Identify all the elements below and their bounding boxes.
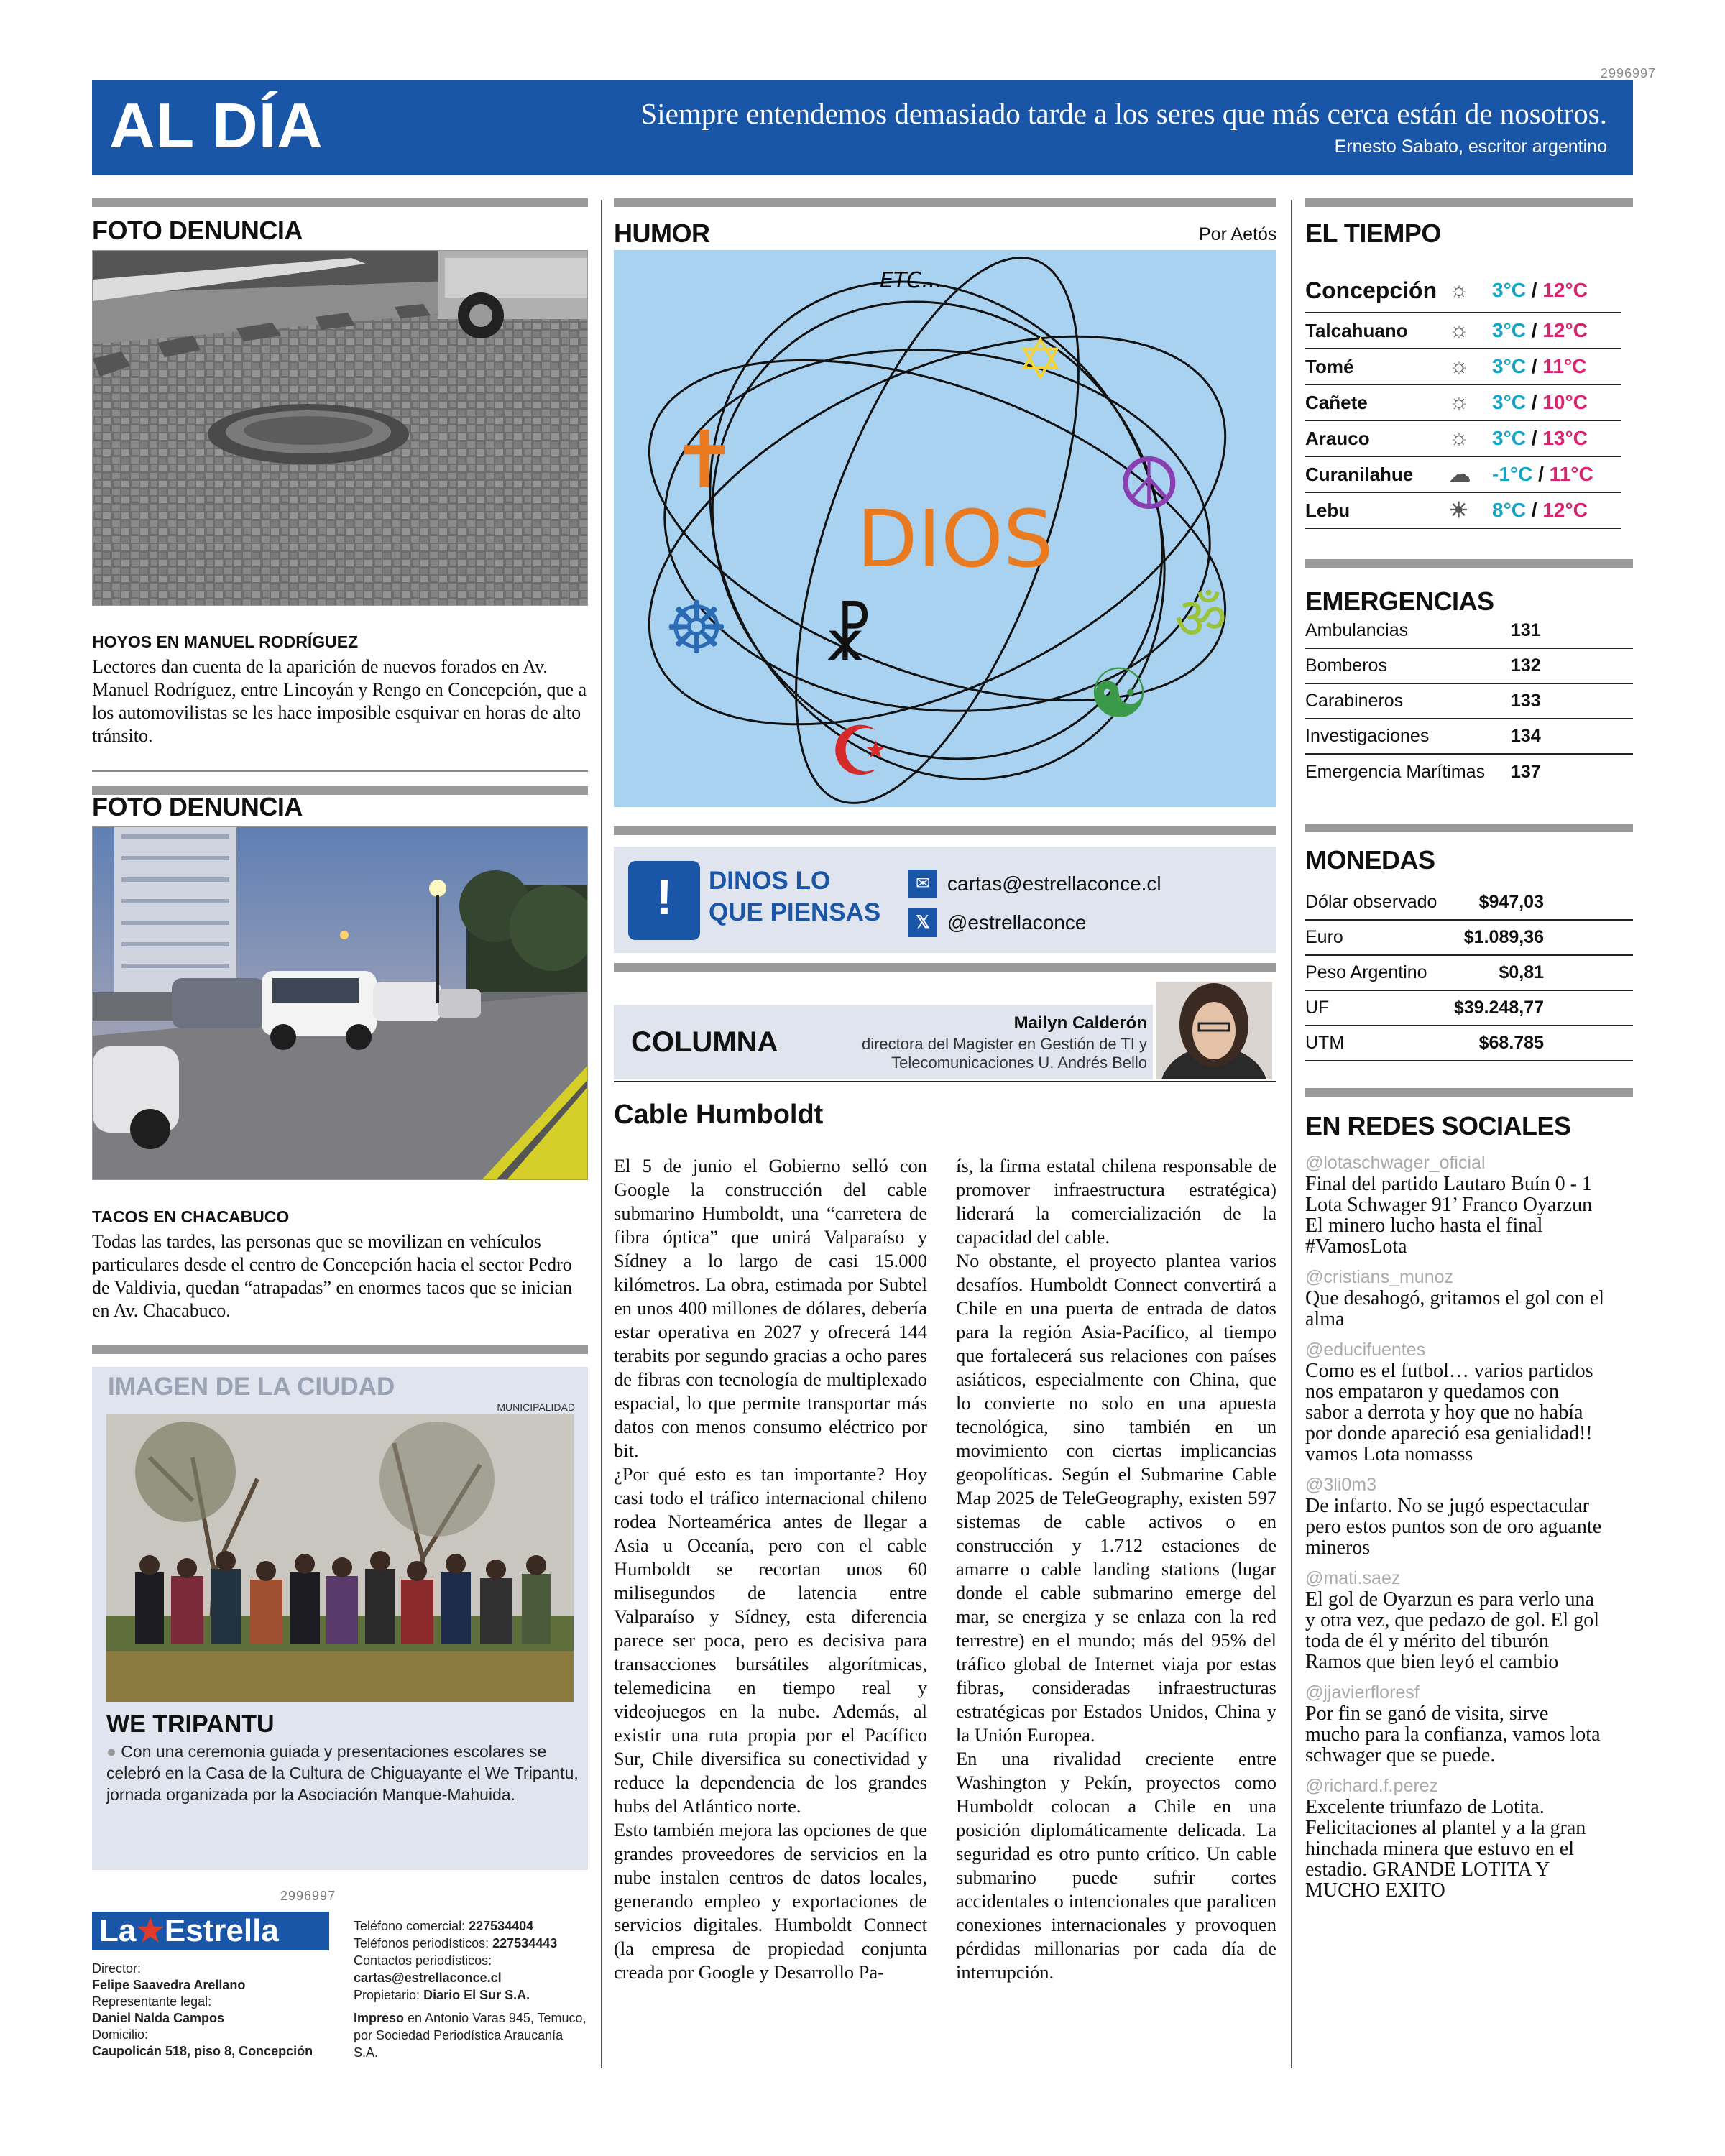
tweet-handle[interactable]: @richard.f.perez: [1305, 1776, 1439, 1796]
sun-cloud-icon: ☼: [1449, 390, 1469, 414]
dinos-title: [709, 865, 880, 929]
currency-value: $68.785: [1478, 1033, 1544, 1053]
weather-row: [1305, 269, 1622, 313]
mail-icon: ✉: [908, 870, 937, 898]
emergency-row: [1305, 719, 1633, 755]
weather-row: [1305, 421, 1622, 457]
author-avatar: [1156, 982, 1272, 1079]
section-bar: [1305, 824, 1633, 832]
tweet-handle[interactable]: @3li0m3: [1305, 1475, 1377, 1495]
logo-estrella: Estrella: [164, 1913, 279, 1948]
star-icon: ★: [136, 1913, 165, 1948]
masthead: [92, 80, 1633, 175]
article-paragraph: No obstante, el proyecto plantea varios desafíos. Humboldt Connect convertirá a Chile en una puerta de entrada de datos para la región Asia-Pacífico, al tiempo que fortalecerá sus relaciones con países asiáticos, especialmente con China, que lo convierte no solo en una apuesta tecnológica, sino también en un movimiento con ciertas implicancias geopolíticas. Según el Submarine Cable Map 2025 de TeleGeography, existen 597 sistemas de cable activos o en construcción y 1.712 estaciones de amarre o cable landing stations (lugar donde el cable submarino emerge del mar, se energiza y se enlaza con la red terrestre) en el mundo; más del 95% del tráfico global de Internet viaja por estas fibras, consideradas infraestructuras estratégicas por Estados Unidos, China y la Unión Europea.: [956, 1250, 1276, 1746]
currency-list: [1305, 885, 1633, 1061]
service-number[interactable]: 134: [1511, 726, 1541, 746]
temp-sep: /: [1531, 499, 1537, 521]
dom: Caupolicán 518, piso 8, Concepción: [92, 2044, 313, 2058]
logo-la: La: [99, 1913, 137, 1948]
article-paragraph: El 5 de junio el Gobierno selló con Google la construcción del cable submarino Humboldt, una “carretera de fibra óptica” que unirá Valparaíso y Sídney a lo largo de casi 15.000 kilómetros. La obra, estimada por Subtel en unos 400 millones de dólares, debería estar operativa en 2027 y ofrecerá 144 terabits por segundo gracias a ocho pares de fibras con tecnología de multiplexado espacial, lo que permite transportar más datos con menos consumo eléctrico por bit.: [614, 1155, 927, 1461]
tweet-text: De infarto. No se jugó espectacular pero estos puntos son de oro aguante mineros: [1305, 1495, 1602, 1559]
weather-row: [1305, 313, 1622, 349]
emergency-row: [1305, 614, 1633, 649]
humor-cartoon: [614, 250, 1276, 807]
section-bar: [1305, 198, 1633, 207]
contact-label: Contactos periodísticos:: [354, 1953, 492, 1968]
caption-text: Lectores dan cuenta de la aparición de nuevos forados en Av. Manuel Rodríguez, entre Lincoyán y Rengo en Concepción, que a los automovilistas se les hace imposible esquivar en horas de alto tránsito.: [92, 656, 587, 746]
article-title: Cable Humboldt: [614, 1100, 824, 1130]
column-divider: [601, 200, 602, 2068]
peace-icon: ☮: [1117, 444, 1182, 525]
emergencias-heading: EMERGENCIAS: [1305, 586, 1494, 616]
caption-text: Todas las tardes, las personas que se movilizan en vehículos particulares desde el centro de Concepción hacia el sector Pedro de Valdivia, quedan “atrapadas” en enormes tacos que se inician en Av. Chacabuco.: [92, 1231, 573, 1321]
etc-label: ETC...: [880, 268, 942, 293]
dinos-title-2: QUE PIENSAS: [709, 898, 881, 926]
yin-yang-icon: ☯: [1088, 656, 1150, 732]
caption-title: TACOS EN CHACABUCO: [92, 1207, 290, 1226]
column-divider: [1291, 200, 1292, 2068]
temp-sep: /: [1531, 279, 1537, 301]
owner-label: Propietario:: [354, 1988, 420, 2002]
imagen-heading: IMAGEN DE LA CIUDAD: [108, 1373, 395, 1401]
currency-row: [1305, 1026, 1633, 1061]
imagen-ciudad-box: [92, 1367, 588, 1870]
temp-low: 8°C: [1492, 499, 1526, 521]
dinos-box: [614, 847, 1276, 953]
rep: Daniel Nalda Campos: [92, 2011, 225, 2025]
currency-name: Euro: [1305, 927, 1343, 947]
tel-per-label: Teléfonos periodísticos:: [354, 1936, 489, 1950]
humor-byline: Por Aetós: [1199, 224, 1277, 244]
email-row[interactable]: [908, 870, 1162, 898]
section-bar: [614, 198, 1276, 207]
page-id: 2996997: [1600, 66, 1656, 80]
columna-heading: COLUMNA: [631, 1026, 778, 1058]
imagen-caption: ● Con una ceremonia guiada y presentaciones escolares se celebró en la Casa de la Cultura de Chiguayante el We Tripantu, jornada organizada por la Asociación Manque-Mahuida.: [106, 1742, 579, 1804]
weather-city: Lebu: [1305, 499, 1351, 521]
columna-header: [614, 982, 1276, 1082]
sun-cloud-icon: ☼: [1449, 426, 1469, 450]
temp-low: -1°C: [1492, 463, 1533, 485]
om-icon: ॐ: [1174, 586, 1227, 650]
service-number[interactable]: 131: [1511, 620, 1541, 640]
crescent-icon: ☪: [829, 714, 891, 790]
article-paragraph: ís, la firma estatal chilena responsable de promover infraestructura estratégica) liderará la comercialización de la capacidad del cable.: [956, 1155, 1276, 1248]
traffic-photo: [92, 826, 588, 1180]
chi-rho-icon: ☧: [822, 602, 873, 674]
currency-value: $0,81: [1499, 962, 1544, 982]
x-row[interactable]: [908, 908, 1086, 937]
tiempo-heading: EL TIEMPO: [1305, 218, 1441, 248]
tweet-text: Excelente triunfazo de Lotita. Felicitaciones al plantel y a la gran hinchada minera que estuvo en el estadio. GRANDE LOTITA Y MUCHO EXITO: [1305, 1796, 1586, 1902]
weather-row: [1305, 349, 1622, 385]
service-number[interactable]: 132: [1511, 655, 1541, 676]
imagen-caption-text: Con una ceremonia guiada y presentaciones escolares se celebró en la Casa de la Cultura de Chiguayante el We Tripantu, jornada organizada por la Asociación Manque-Mahuida.: [106, 1742, 579, 1804]
service-name: Emergencia Marítimas: [1305, 762, 1486, 782]
temp-sep: /: [1531, 355, 1537, 377]
article-paragraph: En una rivalidad creciente entre Washington y Pekín, proyectos como Humboldt colocan a Chile en una posición diplomáticamente delicada. La seguridad es otro punto crítico. Un cable submarino puede sufrir cortes accidentales o intencionales que paralicen conexiones internacionales y provoquen pérdidas millonarias por cada día de interrupción.: [956, 1748, 1276, 1983]
temp-sep: /: [1531, 427, 1537, 449]
article-paragraph: ¿Por qué esto es tan importante? Hoy casi todo el tráfico internacional chileno rodea Norteamérica antes de llegar a Asia u Oceanía, pero con el cable Humboldt se recortan unos 60 milisegundos de latencia entre Valparaíso y Sídney, esta diferencia parece ser poca, pero es decisiva para transacciones bursátiles algorítmicas, telemedicina en tiempo real y videojuegos en la nube. Además, al existir una ruta propia por el Pacífico Sur, Chile diversifica su conectividad y reduce la dependencia de los grandes hubs del Atlántico norte.: [614, 1463, 927, 1817]
tweet-handle[interactable]: @lotaschwager_oficial: [1305, 1153, 1486, 1173]
emergency-list: [1305, 614, 1633, 790]
emergency-row: [1305, 684, 1633, 719]
service-name: Ambulancias: [1305, 620, 1409, 640]
currency-row: [1305, 921, 1633, 956]
temp-sep: /: [1531, 391, 1537, 413]
service-name: Bomberos: [1305, 655, 1387, 676]
sun-cloud-icon: ☼: [1449, 318, 1469, 342]
dinos-email[interactable]: cartas@estrellaconce.cl: [947, 872, 1162, 895]
weather-city: Curanilahue: [1305, 463, 1414, 485]
weather-city: Concepción: [1305, 277, 1438, 303]
tweet-handle[interactable]: @educifuentes: [1305, 1340, 1426, 1360]
temp-high: 12°C: [1542, 499, 1588, 521]
star-of-david-icon: ✡: [1016, 328, 1065, 392]
service-name: Carabineros: [1305, 691, 1404, 711]
cross-icon: ✝: [671, 416, 738, 505]
contact-email[interactable]: cartas@estrellaconce.cl: [354, 1971, 502, 1985]
currency-name: UF: [1305, 998, 1330, 1018]
currency-value: $1.089,36: [1463, 927, 1544, 947]
cloud-sun-icon: ☁: [1449, 462, 1471, 487]
temp-low: 3°C: [1492, 391, 1526, 413]
tweet-text: Por fin se ganó de visita, sirve mucho para la confianza, vamos lota schwager que se puede.: [1305, 1703, 1601, 1766]
dharma-wheel-icon: ☸: [664, 588, 729, 668]
currency-value: $947,03: [1478, 892, 1544, 912]
caption-title: HOYOS EN MANUEL RODRÍGUEZ: [92, 632, 359, 651]
article-paragraph: Esto también mejora las opciones de que grandes proveedores de servicios en la nube instalen centros de datos locales, generando empleo y exportaciones de servicios digitales. Humboldt Connect (la empresa de propiedad conjunta creada por Google y Desarrollo Pa-: [614, 1819, 927, 1983]
tweets-list: [1305, 1153, 1607, 1911]
section-bar: [614, 826, 1276, 835]
x-icon: 𝕏: [908, 908, 937, 937]
foto-denuncia-heading: FOTO DENUNCIA: [92, 792, 303, 821]
weather-row: [1305, 385, 1622, 421]
owner: Diario El Sur S.A.: [423, 1988, 530, 2002]
dinos-x-handle[interactable]: @estrellaconce: [947, 911, 1087, 934]
currency-name: Dólar observado: [1305, 892, 1438, 912]
columna-role-2: Telecomunicaciones U. Andrés Bello: [891, 1054, 1147, 1072]
temp-high: 10°C: [1542, 391, 1588, 413]
tel-com: 227534404: [469, 1919, 534, 1933]
temp-high: 13°C: [1542, 427, 1588, 449]
tweet-text: Final del partido Lautaro Buín 0 - 1 Lota Schwager 91’ Franco Oyarzun El minero lucho hasta el final #VamosLota: [1305, 1173, 1593, 1258]
tweet-handle[interactable]: @jjavierfloresf: [1305, 1682, 1420, 1703]
tweet-text: Que desahogó, gritamos el gol con el alma: [1305, 1287, 1605, 1330]
temp-high: 11°C: [1542, 355, 1587, 377]
dom-label: Domicilio:: [92, 2027, 149, 2042]
imagen-title: WE TRIPANTU: [106, 1710, 275, 1738]
temp-high: 12°C: [1542, 279, 1588, 301]
temp-low: 3°C: [1492, 319, 1526, 341]
section-bar: [1305, 1088, 1633, 1097]
tel-com-label: Teléfono comercial:: [354, 1919, 466, 1933]
currency-value: $39.248,77: [1453, 998, 1544, 1018]
currency-name: Peso Argentino: [1305, 962, 1427, 982]
sun-icon: ☀: [1449, 498, 1468, 522]
staff-block: [92, 1961, 329, 2060]
dinos-title-1: DINOS LO: [709, 867, 831, 895]
rep-label: Representante legal:: [92, 1994, 212, 2009]
director: Felipe Saavedra Arellano: [92, 1978, 246, 1992]
foto-denuncia-heading: FOTO DENUNCIA: [92, 216, 303, 245]
weather-row: [1305, 493, 1622, 529]
section-bar: [92, 198, 588, 207]
emergency-row: [1305, 755, 1633, 790]
redes-heading: EN REDES SOCIALES: [1305, 1111, 1571, 1141]
pothole-photo: [92, 250, 588, 606]
tweet-text: Como es el futbol… varios partidos nos empataron y quedamos con sabor a derrota y hoy que no había por donde apareció esa genialidad!! vamos Lota nomasss: [1305, 1360, 1593, 1465]
photo-credit: MUNICIPALIDAD: [497, 1401, 575, 1413]
la-estrella-logo: [92, 1912, 329, 1950]
temp-sep: /: [1531, 319, 1537, 341]
print-text: en Antonio Varas 945, Temuco, por Sociedad Periodística Araucanía S.A.: [354, 2011, 586, 2060]
currency-row: [1305, 885, 1633, 921]
temp-low: 3°C: [1492, 427, 1526, 449]
article-col-a: [614, 1154, 927, 1984]
sun-cloud-icon: ☼: [1449, 354, 1469, 378]
weather-city: Cañete: [1305, 391, 1368, 413]
service-number[interactable]: 133: [1511, 691, 1541, 711]
temp-sep: /: [1538, 463, 1544, 485]
section-bar: [614, 963, 1276, 972]
weather-row: [1305, 457, 1622, 493]
service-number[interactable]: 137: [1511, 762, 1541, 782]
section-title: AL DÍA: [109, 90, 323, 161]
divider: [92, 770, 588, 772]
weather-city: Talcahuano: [1305, 319, 1408, 341]
we-tripantu-photo: [106, 1414, 574, 1702]
currency-row: [1305, 956, 1633, 991]
page-id: 2996997: [280, 1889, 336, 1903]
service-name: Investigaciones: [1305, 726, 1430, 746]
currency-name: UTM: [1305, 1033, 1345, 1053]
monedas-heading: MONEDAS: [1305, 845, 1435, 875]
sun-cloud-icon: ☼: [1449, 278, 1469, 302]
columna-role-1: directora del Magister en Gestión de TI y: [861, 1035, 1147, 1053]
contact-block: [354, 1917, 591, 2061]
dios-label: DIOS: [857, 493, 1054, 585]
temp-low: 3°C: [1492, 279, 1526, 301]
section-bar: [92, 1345, 588, 1354]
director-label: Director:: [92, 1961, 142, 1976]
weather-city: Tomé: [1305, 355, 1354, 377]
tel-per: 227534443: [492, 1936, 558, 1950]
print-label: Impreso: [354, 2011, 405, 2025]
tweet-handle[interactable]: @mati.saez: [1305, 1568, 1401, 1588]
humor-heading: HUMOR: [614, 218, 710, 248]
temp-low: 3°C: [1492, 355, 1526, 377]
emergency-row: [1305, 649, 1633, 684]
tweet-text: El gol de Oyarzun es para verlo una y otra vez, que pedazo de gol. El gol toda de él y mérito del tiburón Ramos que bien leyó el cambio: [1305, 1588, 1599, 1673]
currency-row: [1305, 991, 1633, 1026]
article-col-b: [956, 1154, 1276, 1984]
columna-author: Mailyn Calderón: [1013, 1013, 1147, 1033]
section-bar: [1305, 559, 1633, 568]
weather-table: [1305, 269, 1622, 529]
weather-city: Arauco: [1305, 427, 1370, 449]
quote-author: Ernesto Sabato, escritor argentino: [1334, 137, 1607, 157]
temp-high: 12°C: [1542, 319, 1588, 341]
tweet-handle[interactable]: @cristians_munoz: [1305, 1267, 1454, 1287]
temp-high: 11°C: [1549, 463, 1593, 485]
speech-bubble-icon: !: [628, 861, 700, 940]
masthead-quote: Siempre entendemos demasiado tarde a los seres que más cerca están de nosotros.: [640, 97, 1607, 130]
